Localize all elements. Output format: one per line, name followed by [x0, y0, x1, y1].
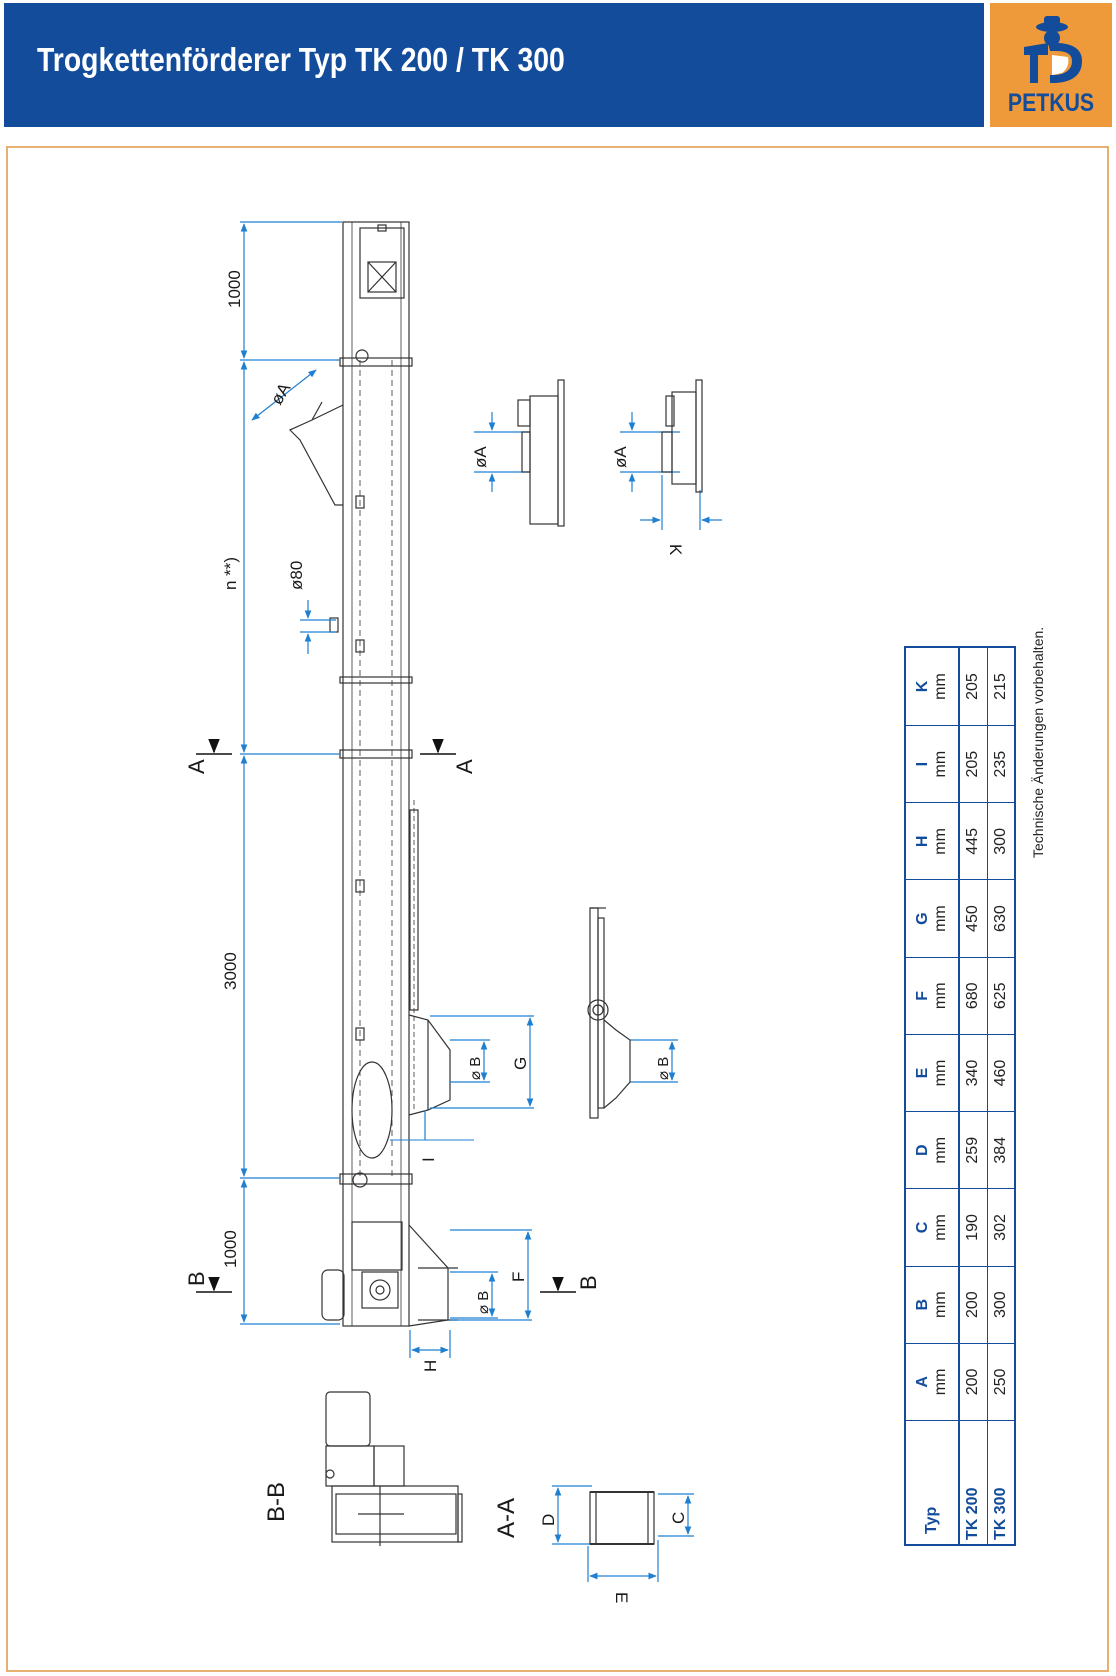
inlet-side-view [518, 380, 702, 526]
table-cell: 200 [959, 1266, 987, 1343]
table-header-typ: Typ [905, 1421, 959, 1546]
section-bb [326, 1392, 462, 1546]
table-header-row [905, 647, 959, 1545]
table-cell-typ: TK 200 [959, 1421, 987, 1546]
dim-K: K [666, 544, 685, 556]
footer-note: Technische Änderungen vorbehalten. [1030, 626, 1046, 858]
dim-H: H [421, 1359, 440, 1372]
table-header: G mm [905, 880, 959, 957]
dim-B-center: ⌀ B [467, 1056, 484, 1080]
table-cell: 190 [959, 1189, 987, 1266]
section-label-B-left: B [184, 1271, 209, 1286]
section-cut-marks [196, 742, 576, 1292]
table-header: D mm [905, 1112, 959, 1189]
table-cell: 625 [987, 957, 1015, 1034]
table-cell: 300 [987, 803, 1015, 880]
dim-1000-bottom: 1000 [221, 1230, 240, 1268]
dim-phi80: ø80 [287, 560, 306, 590]
dim-B-outlet: ⌀ B [475, 1290, 492, 1314]
table-cell: 215 [991, 673, 1009, 700]
table-header: E mm [905, 1034, 959, 1111]
dim-C: C [669, 1511, 688, 1524]
dim-n: n **) [221, 556, 240, 590]
table-row [959, 647, 987, 1545]
section-label-A-right: A [452, 759, 477, 774]
dimension-lines [240, 222, 722, 1582]
section-title-AA: A-A [493, 1497, 520, 1538]
table-header: B mm [905, 1266, 959, 1343]
dim-phiA-inlet: øA [267, 379, 295, 408]
dim-E: E [612, 1592, 631, 1604]
table-header: H mm [905, 803, 959, 880]
table-cell: 460 [987, 1034, 1015, 1111]
logo-wordmark: PETKUS [1007, 89, 1095, 117]
table-header: F mm [905, 957, 959, 1034]
table-cell: 200 [959, 1343, 987, 1420]
table-cell-typ: TK 300 [987, 1421, 1015, 1546]
outlet-side-view [588, 908, 630, 1118]
table-cell: 302 [987, 1189, 1015, 1266]
dimension-labels [184, 270, 688, 1603]
section-aa [590, 1492, 654, 1544]
dim-B-outlet2: ⌀ B [655, 1056, 672, 1080]
table-cell: 300 [987, 1266, 1015, 1343]
section-title-BB: B-B [263, 1481, 290, 1522]
table-cell: 450 [959, 880, 987, 957]
dim-I: I [419, 1157, 438, 1162]
table-header: I mm [905, 726, 959, 803]
spec-table [904, 646, 1016, 1546]
table-cell: 235 [987, 726, 1015, 803]
table-header: A mm [905, 1343, 959, 1420]
dim-G: G [511, 1056, 530, 1070]
table-header: C mm [905, 1189, 959, 1266]
dim-phiA-right2: øA [611, 446, 630, 468]
table-cell: 680 [959, 957, 987, 1034]
table-row [987, 647, 1015, 1545]
table-cell: 340 [959, 1034, 987, 1111]
section-label-B-right: B [576, 1275, 601, 1290]
spec-table-wrapper [904, 646, 1014, 1546]
dim-1000-top: 1000 [225, 270, 244, 308]
dim-phiA-right1: øA [471, 446, 490, 468]
table-header: K mm [905, 647, 959, 726]
table-cell: 384 [987, 1112, 1015, 1189]
dim-D: D [539, 1513, 558, 1526]
dim-F: F [509, 1271, 528, 1282]
table-cell: 205 [964, 673, 982, 700]
table-cell: 630 [987, 880, 1015, 957]
table-cell: 205 [959, 726, 987, 803]
page-title: Trogkettenförderer Typ TK 200 / TK 300 [37, 41, 565, 78]
section-label-A-left: A [184, 759, 209, 774]
table-cell: 250 [987, 1343, 1015, 1420]
table-cell: 445 [959, 803, 987, 880]
table-cell: 259 [959, 1112, 987, 1189]
dim-3000: 3000 [221, 952, 240, 990]
